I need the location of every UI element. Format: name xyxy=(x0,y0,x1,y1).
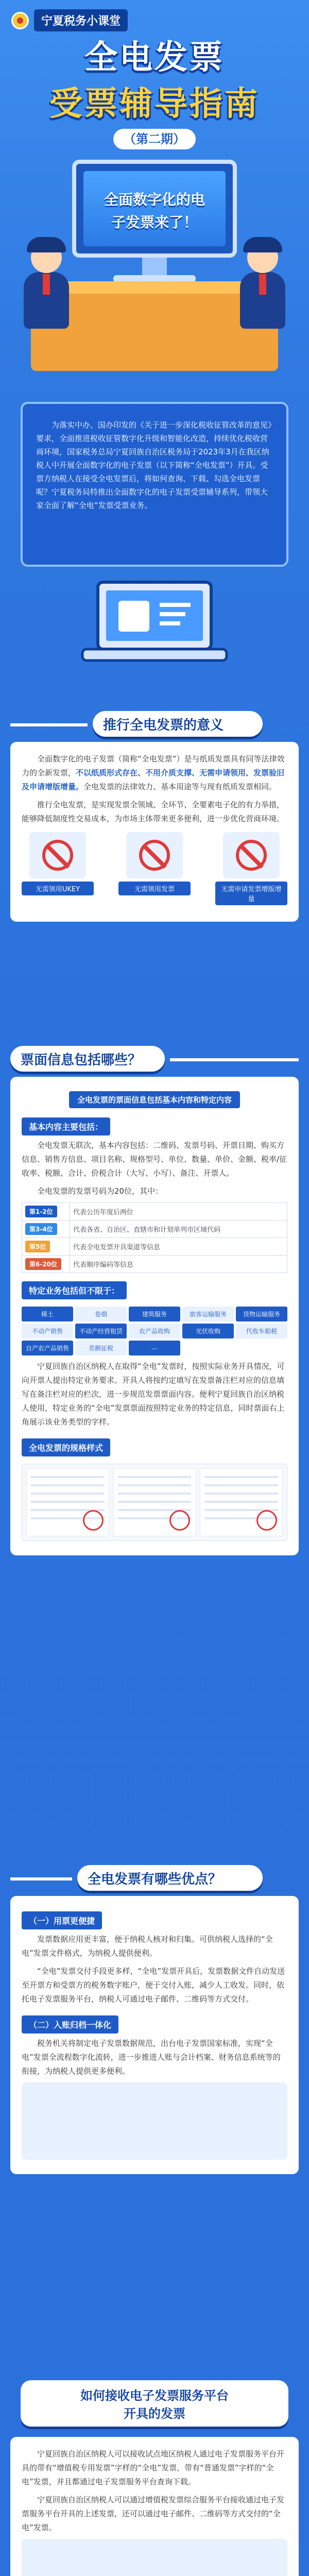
advantage-1-text: 发票数据应用更丰富，便于纳税人核对和归集。可供纳税人选择的“全电”发票文件格式，为纳税人提供便利。 xyxy=(22,1935,273,1958)
p1a: 全面数字化的电子发票（简称“全电发票”）是与纸质发票具有同等法律效力的全新发票， xyxy=(22,754,285,777)
invoice-samples xyxy=(22,1464,287,1541)
table-row: 第1-2位 代表公历年度后两位 xyxy=(22,1203,287,1221)
advantage-1-text-2: “全电”发票交付手段更多样，“全电”发票开具后，发票数据文件自动发送至开票方和受票方的税务数字账户，便于交付入账，减少人工收发。同时，依托电子发票服务平台，纳税人可通过电子邮件、二维码等方式交付。 xyxy=(22,1967,285,2004)
p2: 推行全电发票，是实现发票全领域、全环节、全要素电子化的有力举措，能够降低制度性交易成本，为市场主体带来更多便利，进一步优化营商环境。 xyxy=(22,800,285,823)
basic-subtitle: 基本内容主要包括： xyxy=(22,1117,110,1136)
board-text-line2: 子发票来了！ xyxy=(111,214,198,231)
main-title-line1: 全电发票 xyxy=(84,39,225,77)
p1b: 不以纸质形式存在、不用介质支撑、无需申请领用、发票验旧及申请增版增量。 xyxy=(22,768,285,791)
advantage-2-text: 税务机关将制定电子发票数据规范，出台电子发票国家标准，实现“全电”发票全流程数字化流转，进一步推进人账与会计档案、财务信息系统等的衔接，为纳税人提供更多便利。 xyxy=(22,2039,281,2076)
p1c: 全电发票的法律效力、基本用途等与现有纸质发票相同。 xyxy=(83,782,277,791)
tax-officer-right-illustration xyxy=(237,242,288,330)
section-title: 票面信息包括哪些？ xyxy=(10,1046,165,1072)
section-card xyxy=(10,2437,299,2576)
advantage-2-title: （二）入账归档一体化 xyxy=(22,2015,118,2033)
display-board xyxy=(72,160,237,258)
number-table xyxy=(22,1202,287,1273)
sample-subtitle: 全电发票的规格样式 xyxy=(22,1438,110,1456)
section-title: 如何接收电子发票服务平台 开具的发票 xyxy=(21,2380,288,2427)
no-increase-icon xyxy=(236,840,267,871)
intro-box xyxy=(21,402,288,567)
office-illustration xyxy=(22,2082,287,2160)
section-advantages xyxy=(0,1865,309,2174)
feature-icons xyxy=(22,832,287,905)
brand-badge xyxy=(11,9,128,31)
section-card xyxy=(10,1077,299,1555)
special-business-grid: 稀土 卷烟 建筑服务 旅客运输服务 货物运输服务 不动产销售 不动产经营租赁 农产品收购 光伏收购 代收车船税 自产农产品销售 差额征税 ... xyxy=(22,1307,287,1355)
receive-text-1: 宁夏回族自治区纳税人可以接收试点地区纳税人通过电子发票服务平台开具的带有“增值税专用发票”字样的“全电”发票，带有“普通发票”字样的“全电”发票，并且都通过电子发票服务平台查询下载。 xyxy=(22,2449,285,2486)
section-card xyxy=(10,742,299,922)
section-title: 全电发票有哪些优点？ xyxy=(77,1865,263,1891)
special-subtitle: 特定业务包括但不限于： xyxy=(22,1281,127,1299)
board-text-line1: 全面数字化的电 xyxy=(104,191,205,208)
number-text: 全电发票的发票号码为20位，其中： xyxy=(37,1187,163,1196)
feature-label: 无需领用发票 xyxy=(118,882,191,895)
table-row: 第3-4位 代表各省、自治区、直辖市和计划单列市区域代码 xyxy=(22,1221,287,1238)
table-row: 第5位 代表全电发票开具渠道等信息 xyxy=(22,1238,287,1256)
section-invoice-info xyxy=(0,1046,309,1555)
feature-label: 无需申请发票增版增量 xyxy=(215,882,287,905)
basic-text: 全电发票无联次，基本内容包括：二维码、发票号码、开票日期、购买方信息、销售方信息、项目名称、规格型号、单位、数量、单价、金额、税率/征收率、税额、合计、价税合计（大写、小写）、备注、开票人。 xyxy=(22,1141,287,1178)
section-receive xyxy=(0,2380,309,2576)
section-title: 推行全电发票的意义 xyxy=(93,711,263,737)
tax-logo-icon xyxy=(11,12,29,29)
section-card xyxy=(10,1896,299,2174)
receive-text-2: 宁夏回族自治区纳税人可以通过增值税发票综合服务平台接收通过电子发票服务平台开具的上述发票，还可以通过电子邮件、二维码等方式交付的“全电”发票。 xyxy=(22,2495,285,2532)
brand-title: 宁夏税务小课堂 xyxy=(34,9,128,31)
issue-label: （第二期） xyxy=(113,129,196,149)
receive-illustration xyxy=(22,2539,287,2576)
intro-text: 为落实中办、国办印发的《关于进一步深化税收征管改革的意见》要求，全面推进税收征管数字化升级和智能化改造，持续优化税收营商环境，国家税务总局宁夏回族自治区税务局于2023年3月在我区纳税人中开展全面数字化的电子发票（以下简称“全电发票”）开具。受票方纳税人在接受全电发票后，将如何查询、下载、勾选全电发票呢？宁夏税务局特推出全面数字化的电子发票受票辅导系列，带领大家全面了解“全电”发票受票业务。 xyxy=(36,420,272,510)
no-ukey-icon xyxy=(42,840,73,871)
section-significance xyxy=(0,711,309,922)
laptop-illustration xyxy=(77,572,232,675)
info-tag: 全电发票的票面信息包括基本内容和特定内容 xyxy=(69,1091,240,1108)
feature-label: 无需领用UKEY xyxy=(22,882,94,895)
advantage-1-title: （一）用票更便捷 xyxy=(22,1911,102,1929)
tax-officer-left-illustration xyxy=(21,242,72,330)
no-invoice-icon xyxy=(139,840,170,871)
table-row: 第6-20位 代表顺序编码等信息 xyxy=(22,1256,287,1273)
main-title-line2: 受票辅导指南 xyxy=(49,85,260,123)
header xyxy=(0,0,309,701)
special-text: 宁夏回族自治区纳税人在取得“全电”发票时，按照实际业务开具情况，可向开票人提出特定业务要求。开具人将按约定填写在发票备注栏对应的信息填写在备注栏对应的栏次，进一步规范发票票面内容。便利宁夏回族自治区纳税人使用，特定业务的“全电”发票票面按照特定业务的特定信息，同时票面右上角展示该业务类型的字样。 xyxy=(22,1362,285,1427)
